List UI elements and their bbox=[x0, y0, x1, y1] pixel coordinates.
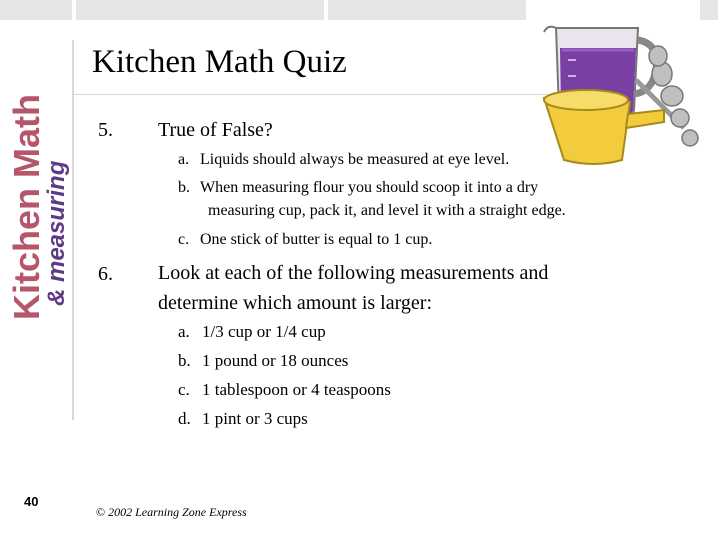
item-text: measuring cup, pack it, and level it with a straight edge. bbox=[208, 202, 566, 219]
item-text: 1 pint or 3 cups bbox=[202, 409, 308, 428]
vertical-divider bbox=[72, 40, 74, 420]
measuring-spoons-icon bbox=[636, 46, 698, 146]
list-item bbox=[178, 408, 308, 430]
list-item-continuation bbox=[208, 200, 566, 222]
item-text: 1 pound or 18 ounces bbox=[202, 351, 349, 370]
item-text: 1/3 cup or 1/4 cup bbox=[202, 322, 326, 341]
list-item bbox=[178, 321, 326, 343]
item-text: One stick of butter is equal to 1 cup. bbox=[200, 231, 433, 248]
item-label: b. bbox=[178, 351, 191, 370]
list-item bbox=[178, 350, 348, 372]
item-text: When measuring flour you should scoop it into a dry bbox=[200, 179, 539, 196]
side-title-sub: & measuring bbox=[43, 160, 70, 307]
page-number: 40 bbox=[24, 494, 39, 509]
header-block bbox=[328, 0, 528, 20]
side-title bbox=[8, 92, 70, 322]
measuring-tools-illustration bbox=[534, 10, 714, 180]
copyright-text: 2002 Learning Zone Express bbox=[105, 505, 247, 519]
header-block bbox=[76, 0, 326, 20]
copyright bbox=[96, 505, 247, 520]
list-item bbox=[178, 379, 391, 401]
item-text: Liquids should always be measured at eye level. bbox=[200, 151, 510, 168]
item-label: c. bbox=[178, 231, 190, 248]
question-6-number: 6. bbox=[98, 263, 113, 285]
list-item bbox=[178, 229, 432, 251]
copyright-symbol: © bbox=[96, 505, 106, 519]
page-title: Kitchen Math Quiz bbox=[92, 44, 347, 80]
title-underline bbox=[74, 94, 554, 95]
list-item bbox=[178, 149, 509, 171]
question-6-text-line2: determine which amount is larger: bbox=[158, 292, 432, 314]
question-5-number: 5. bbox=[98, 119, 113, 141]
header-block bbox=[0, 0, 74, 20]
item-label: a. bbox=[178, 151, 190, 168]
side-title-main: Kitchen Math bbox=[6, 93, 47, 321]
list-item bbox=[178, 177, 538, 199]
item-text: 1 tablespoon or 4 teaspoons bbox=[202, 380, 391, 399]
item-label: a. bbox=[178, 322, 190, 341]
measuring-cup-icon bbox=[544, 90, 664, 164]
question-6-text-line1: Look at each of the following measurements and bbox=[158, 262, 549, 284]
item-label: b. bbox=[178, 179, 190, 196]
item-label: c. bbox=[178, 380, 190, 399]
item-label: d. bbox=[178, 409, 191, 428]
question-5-text: True of False? bbox=[158, 119, 273, 141]
